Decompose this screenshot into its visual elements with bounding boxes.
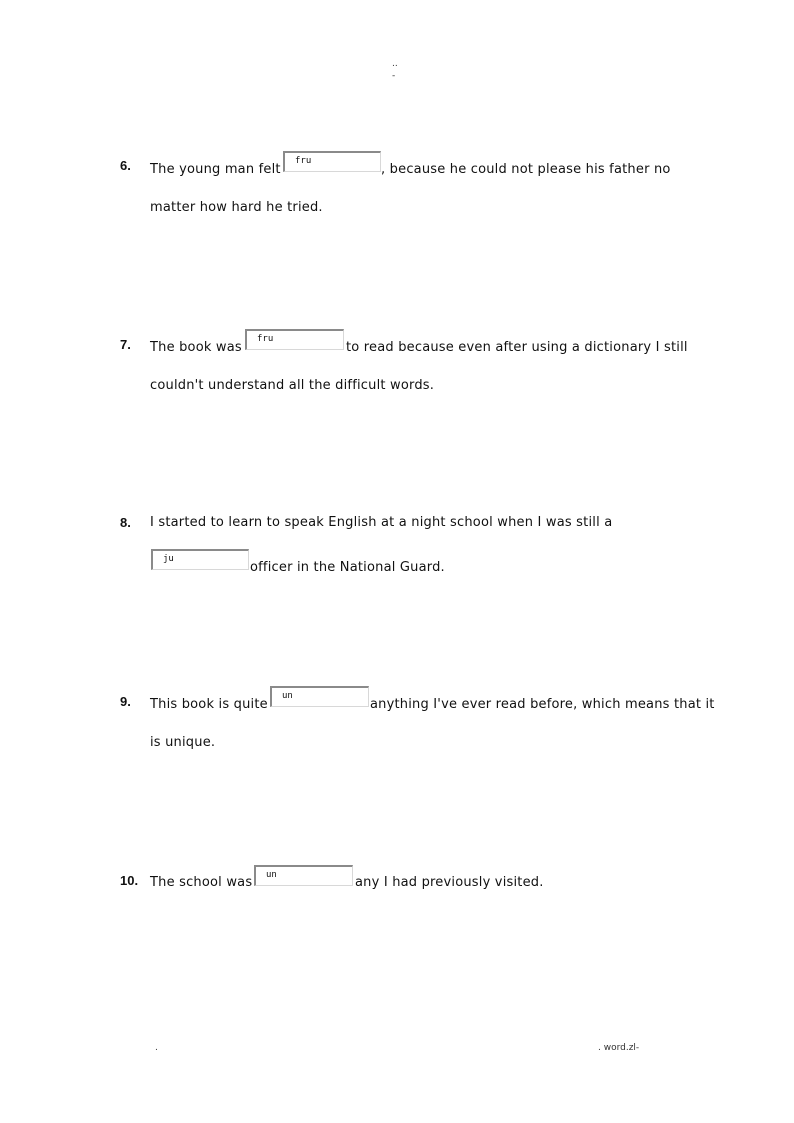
question-number: 6. [120, 158, 131, 173]
question-text: officer in the National Guard. [250, 560, 445, 575]
question-text: to read because even after using a dictionary I still [346, 340, 688, 355]
answer-field[interactable]: un [254, 865, 353, 886]
question-text: I started to learn to speak English at a night school when I was still a [150, 515, 613, 530]
header-mark-top: .. [392, 59, 398, 69]
question-text: any I had previously visited. [355, 875, 544, 890]
answer-field[interactable]: ju [151, 549, 249, 570]
footer-right: . word.zl- [598, 1043, 640, 1053]
question-text: , because he could not please his father no [381, 162, 671, 177]
answer-field[interactable]: fru [245, 329, 344, 350]
question-text: The book was [150, 340, 242, 355]
question-number: 10. [120, 873, 139, 888]
question-text: is unique. [150, 735, 216, 750]
answer-field[interactable]: fru [283, 151, 381, 172]
question-text: The school was [150, 875, 253, 890]
question-number: 9. [120, 694, 131, 709]
question-text: anything I've ever read before, which means that it [370, 697, 715, 712]
question-number: 8. [120, 515, 131, 530]
question-number: 7. [120, 337, 131, 352]
question-text: couldn't understand all the difficult words. [150, 378, 435, 393]
question-text: The young man felt [150, 162, 281, 177]
footer-left: . [155, 1043, 158, 1053]
answer-field[interactable]: un [270, 686, 369, 707]
question-text: This book is quite [150, 697, 268, 712]
question-text: matter how hard he tried. [150, 200, 323, 215]
header-mark-bottom: - [392, 71, 396, 81]
